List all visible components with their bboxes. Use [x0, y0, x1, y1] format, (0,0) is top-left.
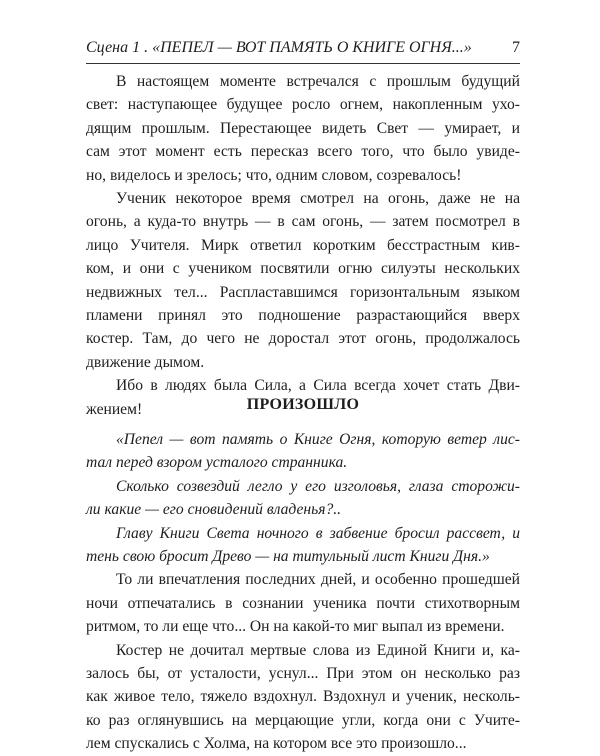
text-line: лем спускались с Холма, на котором все это произошло...: [86, 735, 467, 753]
text-line: залось бы, от усталости, уснул... При этом он несколько раз: [86, 665, 520, 683]
text-line: дящим прошлым. Перестающее видеть Свет — умирает, и: [86, 119, 520, 137]
text-line: ночи отпечатались в сознании ученика почти стихотворным: [86, 594, 520, 612]
paragraph: [86, 187, 520, 374]
paragraph: [86, 639, 520, 756]
text-line: Ученик некоторое время смотрел на огонь, даже не на: [116, 190, 520, 208]
text-line: ритмом, то ли еще что... Он на какой-то миг выпал из времени.: [86, 618, 505, 636]
paragraph: [86, 568, 520, 638]
text-line: сам этот момент есть пересказ всего того, что было увиде-: [86, 143, 520, 161]
text-line: жением!: [86, 400, 143, 418]
epigraph-stanza: [86, 475, 520, 522]
text-line: Ибо в людях была Сила, а Сила всегда хочет стать Дви-: [116, 377, 520, 395]
text-block-top: [86, 70, 520, 421]
text-line: То ли впечатления последних дней, и особенно прошедшей: [116, 571, 520, 589]
text-line: Костер не дочитал мертвые слова из Единой Книги и, ка-: [116, 641, 520, 659]
header-title: Сцена 1 . «ПЕПЕЛ — ВОТ ПАМЯТЬ О КНИГЕ ОГНЯ...»: [86, 39, 472, 56]
text-line: В настоящем моменте встречался с прошлым будущий: [116, 73, 520, 90]
epigraph-stanza: [86, 522, 520, 569]
text-line: но, виделось и зрелось; что, одним словом, созревалось!: [86, 166, 462, 184]
text-line: свет: наступающее будущее росло огнем, накопленным ухо-: [86, 96, 520, 114]
text-line: тень свою бросит Древо — на титульный лист Книги Дня.»: [86, 548, 490, 566]
text-line: пламени принял это подношение разрастающийся вверх: [86, 307, 520, 325]
text-line: движение дымом.: [86, 353, 205, 371]
text-line: как живое тело, тяжело вздохнул. Вздохнул и ученик, несколь-: [86, 688, 520, 706]
text-line: недвижных тел... Распластавшимся горизонтальным языком: [86, 283, 520, 301]
text-line: лицо Учителя. Мирк ответил коротким бесстрастным кив-: [86, 236, 520, 254]
text-line: ком, и они с учеником посвятили огню силуэты нескольких: [86, 260, 520, 278]
text-block-bottom: [86, 428, 520, 756]
text-line: костер. Там, до чего не доростал этот огонь, продолжалось: [86, 330, 520, 348]
text-line: огонь, а куда-то внутрь — в сам огонь, — затем посмотрел в: [86, 213, 520, 231]
text-line: Главу Книги Света ночного в забвение бросил рассвет, и: [116, 524, 520, 542]
text-line: «Пепел — вот память о Книге Огня, которую ветер лис-: [116, 431, 520, 448]
text-line: тал перед взором усталого странника.: [86, 454, 348, 472]
epigraph-stanza: [86, 428, 520, 475]
text-line: ко раз оглянувшись на мерцающие угли, когда они с Учите-: [86, 711, 520, 729]
paragraph: [86, 70, 520, 187]
running-header: [86, 36, 520, 60]
page-number: 7: [512, 39, 520, 56]
text-line: Сколько созвездий легло у его изголовья, глаза сторожи-: [116, 477, 520, 495]
section-heading: ПРОИЗОШЛО: [246, 396, 360, 413]
text-line: ли какие — его сновидений владенья?..: [86, 501, 342, 519]
header-rule: [86, 63, 520, 64]
